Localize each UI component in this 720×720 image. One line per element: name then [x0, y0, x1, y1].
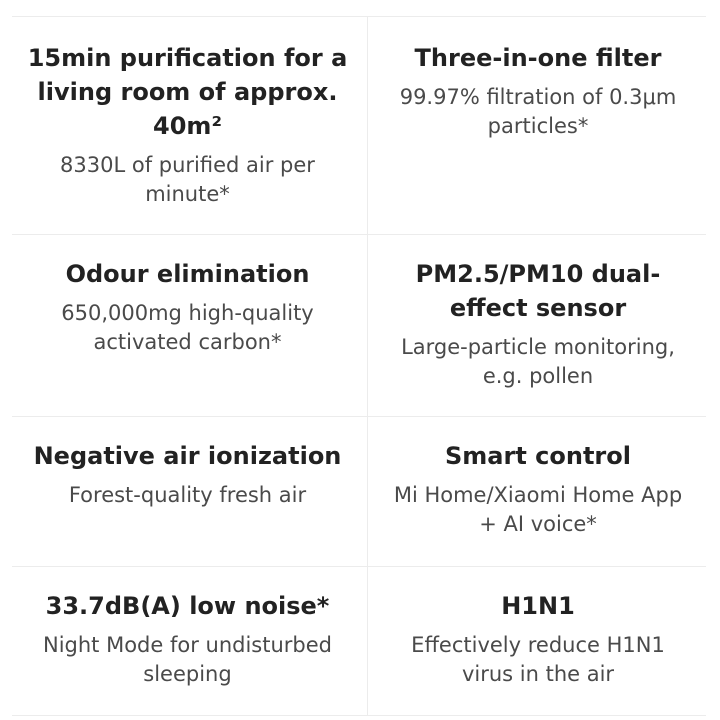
feature-description: Large-particle monitoring, e.g. pollen — [401, 335, 675, 388]
feature-smart-control — [368, 417, 706, 567]
feature-description: Mi Home/Xiaomi Home App + AI voice* — [393, 483, 683, 536]
feature-odour-elimination — [12, 235, 368, 417]
feature-title: 15min purification for a living room of approx. 40m² — [27, 44, 348, 140]
feature-h1n1 — [368, 567, 706, 715]
feature-low-noise — [12, 567, 368, 715]
feature-title: H1N1 — [501, 592, 575, 620]
feature-description: 650,000mg high-quality activated carbon* — [61, 301, 314, 354]
feature-description: 8330L of purified air per minute* — [60, 153, 315, 206]
feature-sensor — [368, 235, 706, 417]
feature-description: Effectively reduce H1N1 virus in the air — [411, 633, 665, 686]
feature-title: Negative air ionization — [33, 442, 342, 470]
feature-title: Odour elimination — [65, 260, 310, 288]
feature-title: 33.7dB(A) low noise* — [45, 592, 330, 620]
feature-filter — [368, 17, 706, 235]
feature-purification-speed — [12, 17, 368, 235]
feature-ionization — [12, 417, 368, 567]
feature-title: PM2.5/PM10 dual-effect sensor — [415, 260, 661, 322]
feature-description: Forest-quality fresh air — [68, 483, 307, 507]
feature-description: Night Mode for undisturbed sleeping — [42, 633, 333, 686]
feature-title: Smart control — [445, 442, 631, 470]
feature-grid — [12, 16, 706, 716]
feature-title: Three-in-one filter — [414, 44, 662, 72]
feature-description: 99.97% filtration of 0.3μm particles* — [399, 85, 677, 138]
